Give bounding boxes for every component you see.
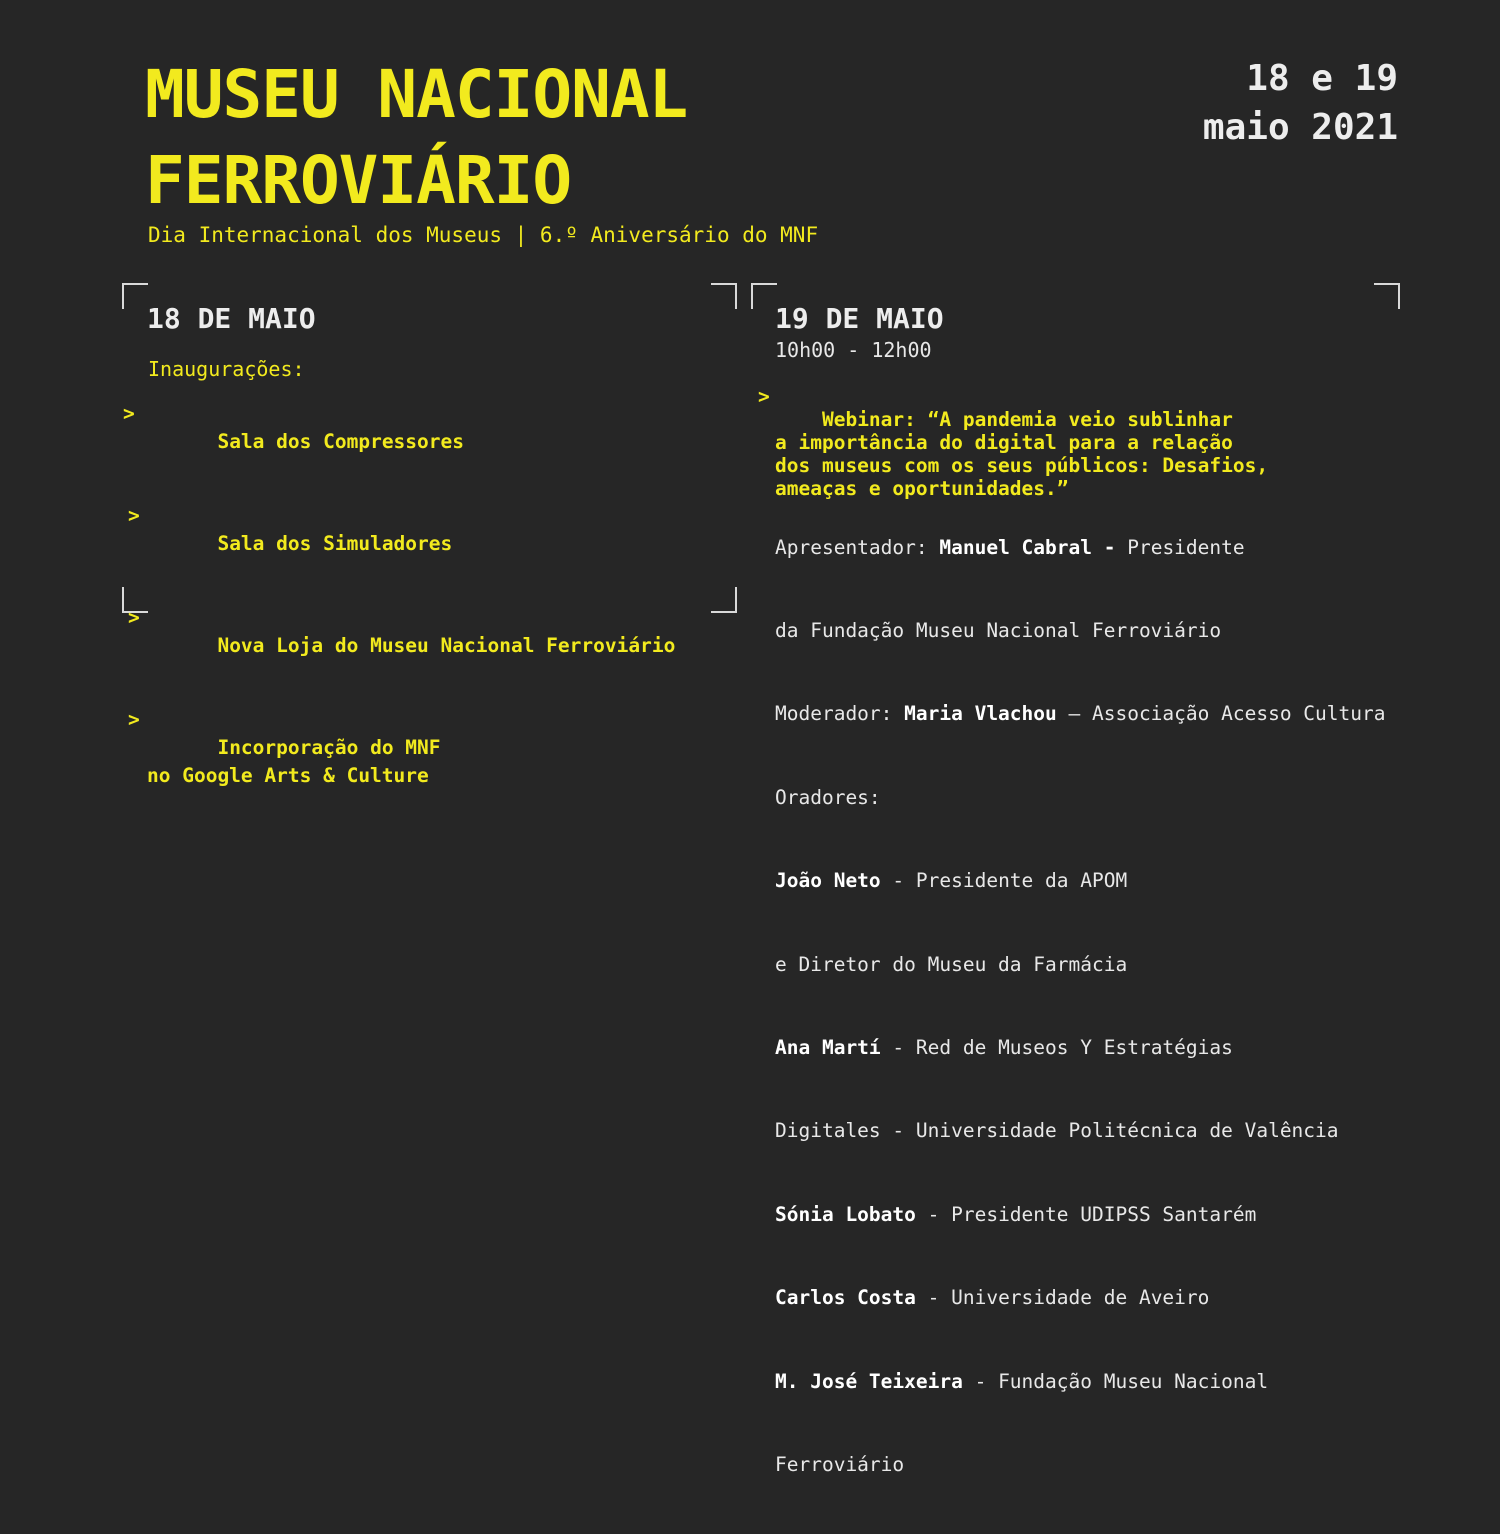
webinar-title-text: Webinar: “A pandemia veio sublinhar a importância do digital para a relação dos museus com os seus públicos: Desafios, ameaças e oportunidades.” xyxy=(775,408,1269,500)
speaker-role: - Fundação Museu Nacional xyxy=(962,1369,1269,1393)
moderator-name: Maria Vlachou xyxy=(904,702,1057,726)
speaker-row xyxy=(775,1201,1386,1229)
speakers-label: Oradores: xyxy=(775,785,881,809)
speaker-name: Carlos Costa xyxy=(775,1286,916,1310)
inaugurations-label: Inaugurações: xyxy=(148,357,305,381)
list-item-label: Sala dos Compressores xyxy=(217,430,464,453)
event-date-month-year: maio 2021 xyxy=(1202,107,1398,148)
speaker-role: - Universidade de Aveiro xyxy=(915,1286,1210,1310)
presenter-role: Presidente xyxy=(1115,535,1245,559)
title-line-1: MUSEU NACIONAL xyxy=(145,56,688,133)
speaker-row xyxy=(775,1034,1386,1062)
presenter-role-row: da Fundação Museu Nacional Ferroviário xyxy=(775,618,1222,642)
chevron-right-icon: > xyxy=(758,385,770,408)
inaugurations-list xyxy=(123,400,675,818)
list-item xyxy=(123,400,675,484)
presenter-name: Manuel Cabral - xyxy=(939,535,1116,559)
speaker-role: Ferroviário xyxy=(775,1452,905,1476)
speaker-role: - Presidente da APOM xyxy=(880,869,1128,893)
frame-corner-bottom-right xyxy=(711,587,737,613)
speaker-row xyxy=(775,867,1386,895)
frame-corner-top-left-day2 xyxy=(751,283,777,309)
frame-corner-top-left xyxy=(122,283,148,309)
speaker-row xyxy=(775,951,1386,979)
speaker-row xyxy=(775,1117,1386,1145)
speaker-name: João Neto xyxy=(775,869,881,893)
speaker-name: M. José Teixeira xyxy=(775,1369,963,1393)
speaker-row xyxy=(775,1451,1386,1479)
speaker-row xyxy=(775,1284,1386,1312)
speaker-role: - Red de Museos Y Estratégias xyxy=(880,1035,1233,1059)
moderator-role: – Associação Acesso Cultura xyxy=(1056,702,1386,726)
speaker-role: e Diretor do Museu da Farmácia xyxy=(775,952,1128,976)
title-line-2: FERROVIÁRIO xyxy=(145,142,572,219)
list-item-label: Incorporação do MNF no Google Arts & Culture xyxy=(147,736,441,787)
speaker-role: Digitales - Universidade Politécnica de Valência xyxy=(775,1119,1339,1143)
moderator-row xyxy=(775,700,1386,728)
speaker-name: Ana Martí xyxy=(775,1035,881,1059)
chevron-right-icon: > xyxy=(128,504,140,527)
day-2-title: 19 DE MAIO xyxy=(775,302,944,335)
subtitle: Dia Internacional dos Museus | 6.º Aniversário do MNF xyxy=(148,223,819,247)
chevron-right-icon: > xyxy=(123,402,135,425)
chevron-right-icon: > xyxy=(128,708,140,731)
day-1-title: 18 DE MAIO xyxy=(147,302,316,335)
list-item xyxy=(123,706,675,818)
speaker-name: Sónia Lobato xyxy=(775,1202,916,1226)
chevron-right-icon: > xyxy=(128,606,140,629)
frame-corner-top-right-day2 xyxy=(1374,283,1400,309)
frame-corner-top-right xyxy=(711,283,737,309)
event-date-days: 18 e 19 xyxy=(1246,58,1398,99)
event-date xyxy=(1203,54,1398,152)
page-title xyxy=(145,52,687,224)
presenter-row xyxy=(775,534,1386,562)
list-item-label: Nova Loja do Museu Nacional Ferroviário xyxy=(217,634,676,657)
speaker-row xyxy=(775,1368,1386,1396)
presenter-label: Apresentador: xyxy=(775,535,940,559)
webinar-details xyxy=(775,478,1386,1534)
session-time: 10h00 - 12h00 xyxy=(775,338,932,362)
moderator-label: Moderador: xyxy=(775,702,905,726)
list-item xyxy=(123,604,675,688)
list-item-label: Sala dos Simuladores xyxy=(217,532,453,555)
list-item xyxy=(123,502,675,586)
speaker-role: - Presidente UDIPSS Santarém xyxy=(915,1202,1257,1226)
